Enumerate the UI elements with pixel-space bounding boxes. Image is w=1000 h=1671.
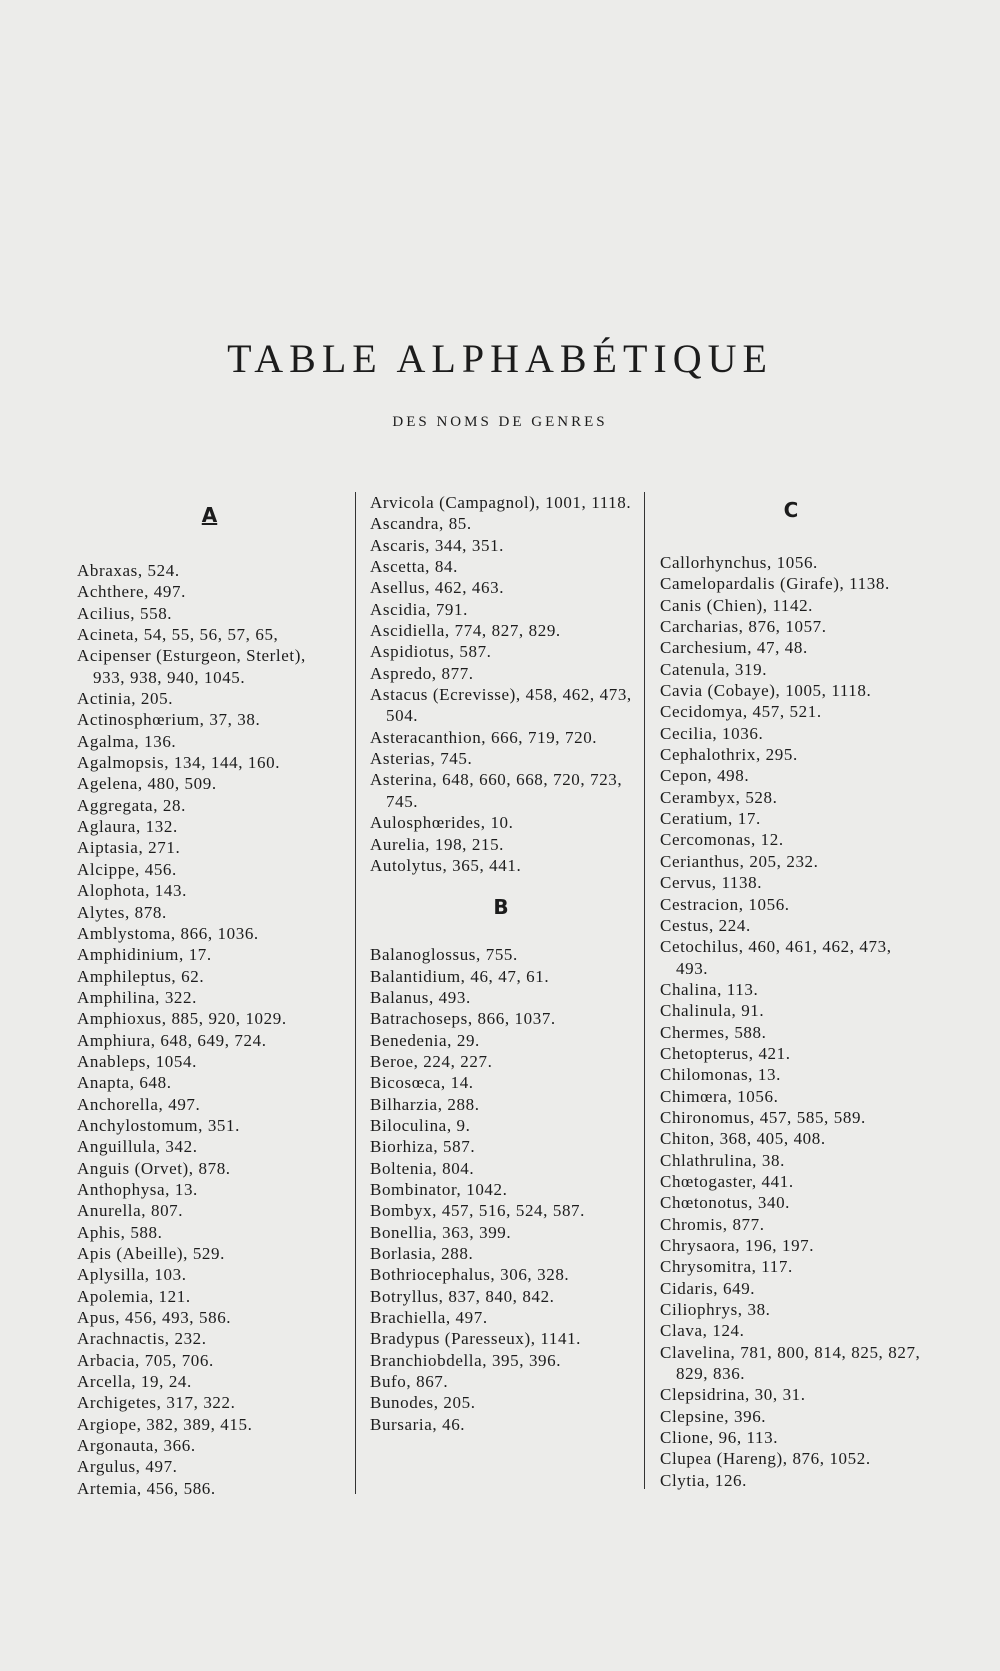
index-entry: Bombinator, 1042. — [370, 1179, 508, 1199]
index-entry: Agalma, 136. — [77, 731, 177, 751]
index-entry: Biloculina, 9. — [370, 1115, 471, 1135]
index-entry: Arbacia, 705, 706. — [77, 1350, 214, 1370]
index-entry: Anguillula, 342. — [77, 1137, 198, 1157]
index-entry: Ascaris, 344, 351. — [370, 535, 505, 555]
index-entry: Chœtonotus, 340. — [660, 1193, 791, 1213]
index-entry: Anguis (Orvet), 878. — [77, 1158, 231, 1178]
index-entry: Archigetes, 317, 322. — [77, 1393, 236, 1413]
index-entry: Artemia, 456, 586. — [77, 1478, 216, 1498]
entry-list — [370, 944, 632, 1435]
index-entry: Arachnactis, 232. — [77, 1329, 207, 1349]
index-entry: Canis (Chien), 1142. — [660, 595, 814, 615]
index-entry: Aggregata, 28. — [77, 795, 186, 815]
index-entry: Chalinula, 91. — [660, 1001, 765, 1021]
index-entry: Aplysilla, 103. — [77, 1265, 187, 1285]
index-entry: Acipenser (Esturgeon, Sterlet), 933, 938, 940, 1045. — [77, 646, 306, 687]
index-entry: Anableps, 1054. — [77, 1051, 197, 1071]
entry-list — [660, 552, 922, 1491]
index-entry: Asterias, 745. — [370, 749, 473, 769]
index-entry: Cerianthus, 205, 232. — [660, 851, 819, 871]
index-entry: Clepsidrina, 30, 31. — [660, 1385, 806, 1405]
index-entry: Ceratium, 17. — [660, 809, 761, 829]
index-entry: Anchorella, 497. — [77, 1094, 201, 1114]
index-entry: Cervus, 1138. — [660, 873, 763, 893]
letter-group — [370, 492, 632, 876]
index-entry: Bilharzia, 288. — [370, 1094, 480, 1114]
index-entry: Clavelina, 781, 800, 814, 825, 827, 829, 836. — [660, 1342, 921, 1384]
index-entry: Amphioxus, 885, 920, 1029. — [77, 1009, 287, 1029]
index-entry: Argonauta, 366. — [77, 1436, 196, 1456]
letter-group — [370, 896, 632, 1435]
index-entry: Chimœra, 1056. — [660, 1086, 779, 1106]
index-entry: Astacus (Ecrevisse), 458, 462, 473, 504. — [370, 685, 632, 726]
index-entry: Benedenia, 29. — [370, 1030, 480, 1050]
index-entry: Aspidiotus, 587. — [370, 642, 492, 662]
index-entry: Bunodes, 205. — [370, 1393, 476, 1413]
index-entry: Alophota, 143. — [77, 881, 187, 901]
index-entry: Aulosphœrides, 10. — [370, 813, 514, 833]
index-entry: Agalmopsis, 134, 144, 160. — [77, 753, 281, 773]
index-entry: Chrysomitra, 117. — [660, 1257, 793, 1277]
section-letter: B — [493, 895, 509, 920]
index-entry: Argulus, 497. — [77, 1457, 178, 1477]
index-entry: Bonellia, 363, 399. — [370, 1222, 512, 1242]
index-entry: Amblystoma, 866, 1036. — [77, 923, 259, 943]
index-entry: Clytia, 126. — [660, 1470, 748, 1490]
section-letter: A — [201, 503, 218, 527]
index-entry: Chrysaora, 196, 197. — [660, 1236, 815, 1255]
index-entry: Autolytus, 365, 441. — [370, 855, 522, 875]
index-entry: Balanoglossus, 755. — [370, 945, 518, 965]
index-column-3 — [660, 492, 922, 1491]
index-entry: Biorhiza, 587. — [370, 1137, 476, 1157]
index-entry: Balantidium, 46, 47, 61. — [370, 966, 550, 986]
index-entry: Acilius, 558. — [77, 603, 173, 623]
index-entry: Chermes, 588. — [660, 1022, 767, 1042]
index-entry: Chromis, 877. — [660, 1214, 765, 1234]
index-entry: Anapta, 648. — [77, 1073, 172, 1093]
index-entry: Chœtogaster, 441. — [660, 1171, 794, 1191]
index-entry: Cecilia, 1036. — [660, 723, 764, 743]
index-entry: Aphis, 588. — [77, 1222, 163, 1242]
index-entry: Chironomus, 457, 585, 589. — [660, 1107, 866, 1127]
index-entry: Anurella, 807. — [77, 1201, 184, 1221]
index-entry: Cercomonas, 12. — [660, 830, 784, 850]
index-entry: Catenula, 319. — [660, 659, 768, 679]
index-entry: Aiptasia, 271. — [77, 838, 181, 858]
index-entry: Agelena, 480, 509. — [77, 774, 217, 794]
index-entry: Cerambyx, 528. — [660, 787, 778, 807]
index-entry: Camelopardalis (Girafe), 1138. — [660, 574, 890, 594]
index-entry: Clava, 124. — [660, 1321, 745, 1341]
index-entry: Alcippe, 456. — [77, 859, 177, 879]
index-entry: Carcharias, 876, 1057. — [660, 617, 827, 637]
index-entry: Aurelia, 198, 215. — [370, 834, 505, 854]
index-entry: Bothriocephalus, 306, 328. — [370, 1265, 570, 1285]
index-entry: Bombyx, 457, 516, 524, 587. — [370, 1201, 586, 1221]
index-entry: Brachiella, 497. — [370, 1308, 488, 1328]
index-entry: Chilomonas, 13. — [660, 1065, 781, 1085]
column-divider — [355, 492, 356, 1494]
index-entry: Cestus, 224. — [660, 915, 751, 935]
index-entry: Amphidinium, 17. — [77, 945, 212, 965]
index-entry: Cestracion, 1056. — [660, 894, 790, 914]
index-entry: Botryllus, 837, 840, 842. — [370, 1286, 555, 1306]
index-entry: Ascidiella, 774, 827, 829. — [370, 621, 561, 641]
index-entry: Cepon, 498. — [660, 766, 750, 786]
letter-group — [660, 499, 922, 1491]
index-entry: Apolemia, 121. — [77, 1286, 191, 1306]
index-entry: Argiope, 382, 389, 415. — [77, 1414, 253, 1434]
index-entry: Chalina, 113. — [660, 979, 759, 999]
entry-list — [77, 560, 342, 1499]
index-entry: Ascandra, 85. — [370, 514, 472, 534]
index-entry: Cetochilus, 460, 461, 462, 473, 493. — [660, 937, 892, 978]
index-entry: Ascidia, 791. — [370, 599, 468, 619]
index-entry: Apis (Abeille), 529. — [77, 1244, 225, 1263]
index-entry: Amphilina, 322. — [77, 987, 197, 1007]
index-entry: Actinosphœrium, 37, 38. — [77, 710, 261, 730]
index-entry: Anthophysa, 13. — [77, 1179, 198, 1199]
index-entry: Batrachoseps, 866, 1037. — [370, 1009, 556, 1029]
letter-group — [77, 504, 342, 1499]
column-divider — [644, 492, 645, 1489]
index-entry: Bradypus (Paresseux), 1141. — [370, 1329, 582, 1349]
index-entry: Bicosœca, 14. — [370, 1073, 474, 1093]
index-entry: Aspredo, 877. — [370, 663, 474, 683]
index-entry: Achthere, 497. — [77, 582, 186, 602]
index-entry: Boltenia, 804. — [370, 1158, 475, 1178]
index-entry: Branchiobdella, 395, 396. — [370, 1350, 562, 1370]
index-entry: Cephalothrix, 295. — [660, 745, 798, 765]
index-entry: Asellus, 462, 463. — [370, 578, 505, 598]
index-entry: Asterina, 648, 660, 668, 720, 723, 745. — [370, 770, 623, 811]
index-entry: Clione, 96, 113. — [660, 1428, 779, 1448]
index-entry: Bursaria, 46. — [370, 1414, 466, 1434]
index-entry: Amphiura, 648, 649, 724. — [77, 1030, 267, 1050]
index-column-1 — [77, 492, 342, 1499]
index-entry: Asteracanthion, 666, 719, 720. — [370, 727, 598, 747]
section-letter: C — [783, 498, 799, 522]
index-entry: Acineta, 54, 55, 56, 57, 65, — [77, 625, 279, 645]
index-entry: Cidaris, 649. — [660, 1278, 756, 1298]
index-column-2 — [370, 492, 632, 1435]
index-entry: Chetopterus, 421. — [660, 1043, 791, 1063]
index-entry: Clupea (Hareng), 876, 1052. — [660, 1449, 871, 1469]
index-entry: Carchesium, 47, 48. — [660, 638, 808, 658]
index-entry: Balanus, 493. — [370, 987, 471, 1007]
entry-list — [370, 492, 632, 876]
index-entry: Arvicola (Campagnol), 1001, 1118. — [370, 493, 632, 512]
index-entry: Ascetta, 84. — [370, 557, 458, 577]
index-entry: Clepsine, 396. — [660, 1406, 767, 1426]
index-entry: Cavia (Cobaye), 1005, 1118. — [660, 681, 872, 701]
index-entry: Apus, 456, 493, 586. — [77, 1308, 232, 1328]
index-entry: Beroe, 224, 227. — [370, 1051, 493, 1071]
index-entry: Arcella, 19, 24. — [77, 1372, 192, 1392]
index-entry: Borlasia, 288. — [370, 1244, 474, 1263]
index-entry: Actinia, 205. — [77, 689, 174, 709]
index-entry: Ciliophrys, 38. — [660, 1300, 771, 1320]
index-entry: Alytes, 878. — [77, 902, 167, 922]
index-entry: Callorhynchus, 1056. — [660, 553, 818, 572]
index-entry: Cecidomya, 457, 521. — [660, 702, 822, 722]
index-entry: Abraxas, 524. — [77, 561, 180, 580]
index-entry: Chlathrulina, 38. — [660, 1150, 785, 1170]
index-entry: Anchylostomum, 351. — [77, 1115, 240, 1135]
page-title: TABLE ALPHABÉTIQUE — [227, 336, 773, 381]
index-entry: Bufo, 867. — [370, 1372, 449, 1392]
index-entry: Amphileptus, 62. — [77, 966, 205, 986]
page-subtitle: DES NOMS DE GENRES — [392, 414, 608, 430]
index-entry: Chiton, 368, 405, 408. — [660, 1129, 826, 1149]
index-entry: Aglaura, 132. — [77, 817, 178, 837]
